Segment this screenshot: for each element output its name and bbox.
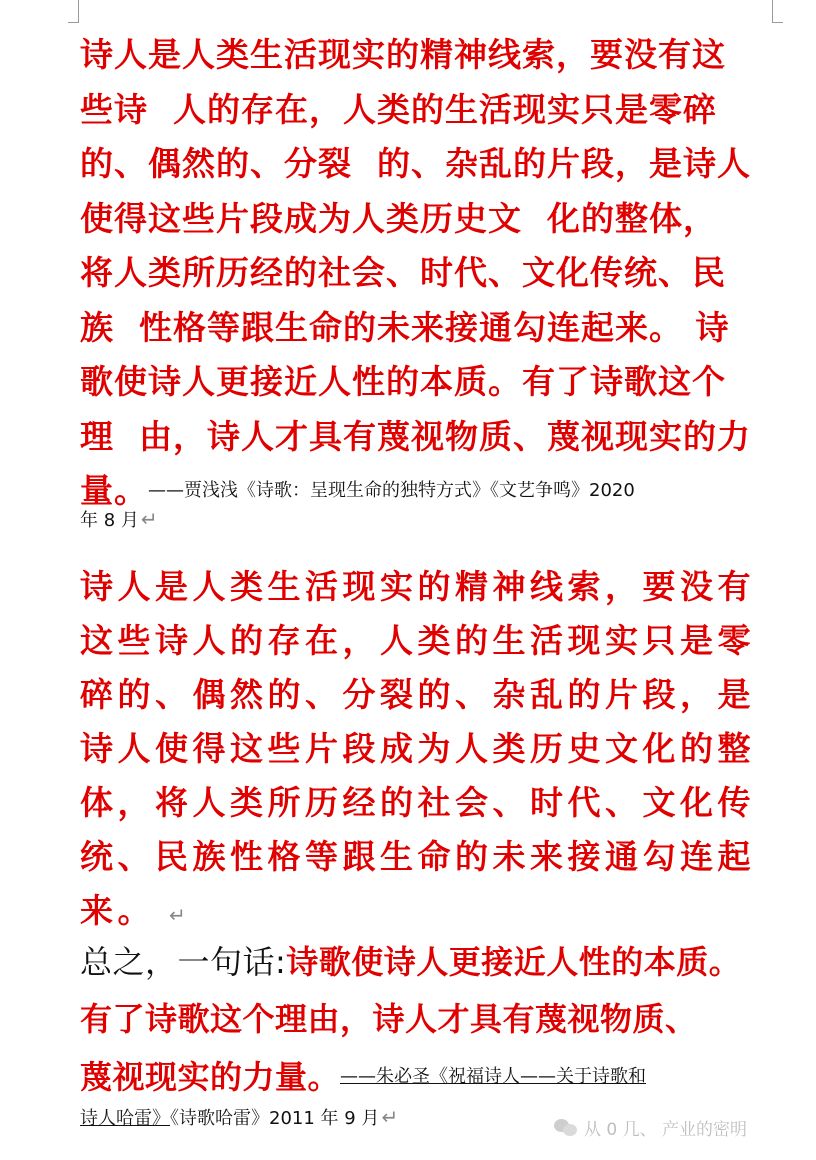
p2-line: 体，将人类所历经的社会、时代、文化传	[80, 783, 755, 822]
summary-prefix: 总之，一句话:	[80, 943, 287, 981]
p3-last-line	[80, 1048, 795, 1106]
p1-line: 些诗 人的存在，人类的生活现实只是零碎	[80, 89, 717, 129]
p1-line: 理 由，诗人才具有蔑视物质、蔑视现实的力	[80, 416, 751, 456]
quote-paragraph-2	[80, 560, 760, 942]
p2-line: 这些诗人的存在，人类的生活现实只是零	[80, 621, 755, 660]
p1-line: 诗人是人类生活现实的精神线索，要没有这	[80, 35, 726, 74]
watermark	[554, 1111, 814, 1143]
p1-line: 歌使诗人更接近人性的本质。有了诗歌这个	[80, 362, 726, 401]
citation-1: ——贾浅浅《诗歌：呈现生命的独特方式》《文艺争鸣》2020	[148, 480, 635, 501]
page-corner-mark-right	[772, 0, 783, 23]
watermark-text: 从 0 几、 产业的密明	[584, 1119, 748, 1140]
quote-paragraph-1	[80, 28, 780, 519]
paragraph-return-icon: ↵	[140, 507, 158, 531]
p2-line: 诗人是人类生活现实的精神线索，要没有	[80, 567, 755, 606]
p1-last-line	[80, 464, 780, 519]
p2-line: 来。	[80, 891, 155, 930]
p2-line: 碎的、偶然的、分裂的、杂乱的片段，是	[80, 675, 755, 714]
p3-first-line	[80, 934, 795, 991]
citation-1-continued: 年 8 月 ↵	[80, 507, 158, 531]
p3-line: 有了诗歌这个理由，诗人才具有蔑视物质、	[80, 1000, 698, 1038]
paragraph-return-icon: ↵	[381, 1105, 399, 1129]
paragraph-return-icon: ↵	[169, 903, 191, 927]
p1-line: 量。	[80, 471, 148, 510]
p1-line: 的、偶然的、分裂 的、杂乱的片段，是诗人	[80, 144, 751, 183]
p2-line: 统、民族性格等跟生命的未来接通勾连起	[80, 837, 755, 876]
page-corner-mark-left	[68, 0, 79, 23]
p3-line: 诗歌使诗人更接近人性的本质。	[286, 943, 742, 981]
citation-2: ——朱必圣《祝福诗人——关于诗歌和	[340, 1066, 647, 1087]
wechat-icon	[554, 1117, 578, 1137]
p3-line: 蔑视现实的力量。	[80, 1058, 341, 1096]
citation-2-continued: 诗人哈雷》《诗歌哈雷》2011 年 9 月 ↵	[80, 1105, 399, 1129]
p1-line: 将人类所历经的社会、时代、文化传统、民	[80, 253, 726, 292]
p1-line: 族 性格等跟生命的未来接通勾连起来。 诗	[80, 307, 730, 347]
p2-line: 诗人使得这些片段成为人类历史文化的整	[80, 729, 755, 768]
p1-line: 使得这些片段成为人类历史文 化的整体，	[80, 198, 717, 238]
quote-paragraph-3	[80, 934, 795, 1106]
